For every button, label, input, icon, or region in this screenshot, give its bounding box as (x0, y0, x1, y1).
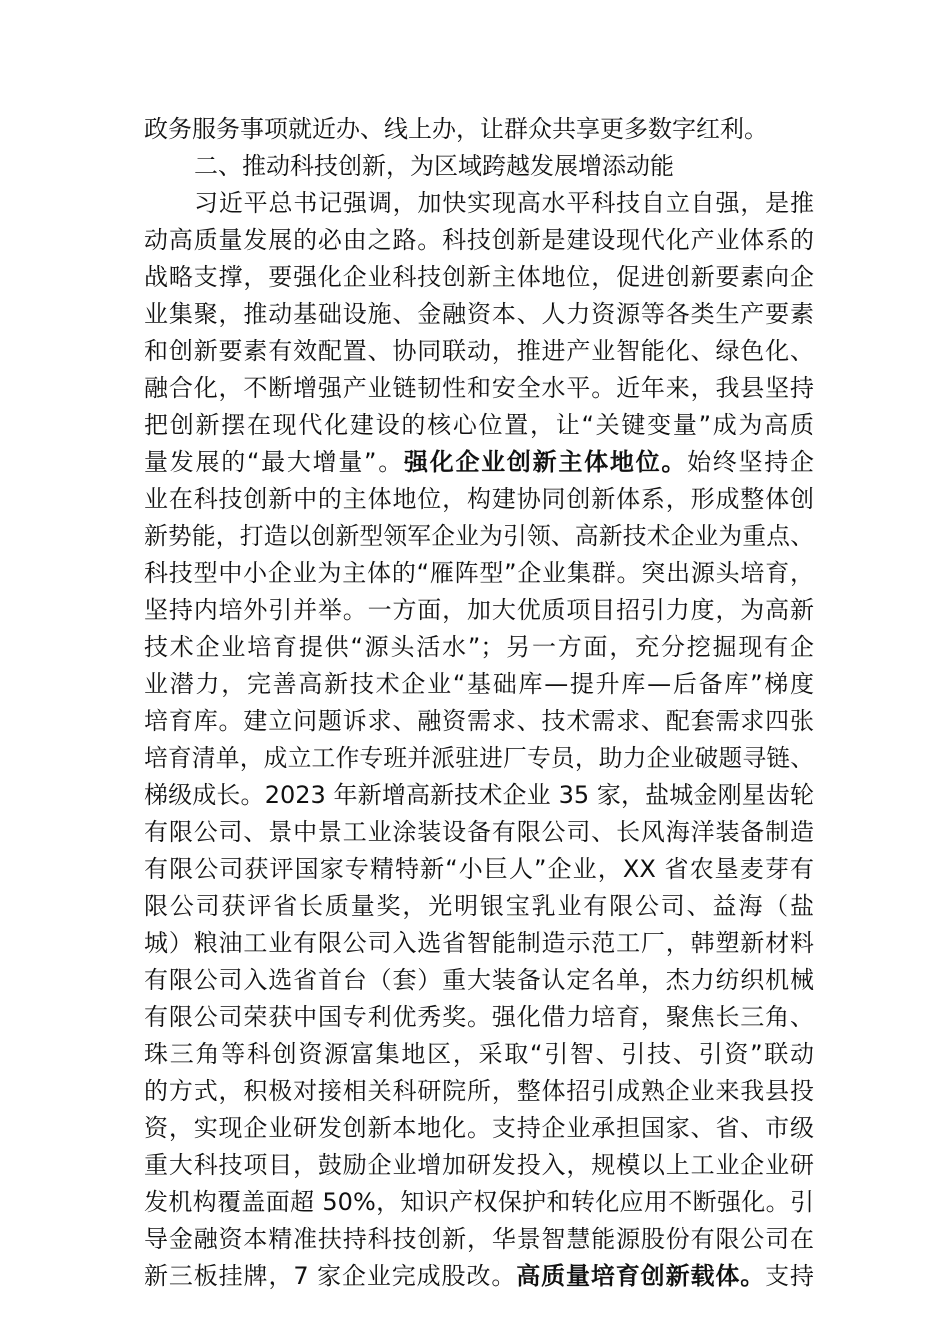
text-segment: 限公司获评省长质量奖，光明银宝乳业有限公司、益海（盐 (144, 892, 814, 920)
text-line (144, 888, 814, 925)
text-line (144, 925, 814, 962)
section-heading (144, 148, 814, 185)
text-line (144, 444, 814, 481)
text-line (144, 777, 814, 814)
text-segment: 量发展的“最大增量”。 (144, 448, 404, 476)
text-segment: 习近平总书记强调，加快实现高水平科技自立自强，是推 (194, 189, 814, 217)
text-segment: 和创新要素有效配置、协同联动，推进产业智能化、绿色化、 (144, 337, 814, 365)
text-line (144, 407, 814, 444)
text-segment: 的方式，积极对接相关科研院所，整体招引成熟企业来我县投 (144, 1077, 814, 1105)
text-line (144, 185, 814, 222)
text-segment: 培育清单，成立工作专班并派驻进厂专员，助力企业破题寻链、 (144, 744, 814, 772)
text-segment: 资，实现企业研发创新本地化。支持企业承担国家、省、市级 (144, 1114, 814, 1142)
text-segment: 业潜力，完善高新技术企业“基础库—提升库—后备库”梯度 (144, 670, 814, 698)
text-segment: 动高质量发展的必由之路。科技创新是建设现代化产业体系的 (144, 226, 814, 254)
text-segment: 业集聚，推动基础设施、金融资本、人力资源等各类生产要素 (144, 300, 814, 328)
text-line (144, 333, 814, 370)
text-segment: 新势能，打造以创新型领军企业为引领、高新技术企业为重点、 (144, 522, 814, 550)
text-segment: 珠三角等科创资源富集地区，采取“引智、引技、引资”联动 (144, 1040, 814, 1068)
text-segment: 业在科技创新中的主体地位，构建协同创新体系，形成整体创 (144, 485, 814, 513)
text-segment: 科技型中小企业为主体的“雁阵型”企业集群。突出源头培育， (144, 559, 814, 587)
text-line (144, 518, 814, 555)
text-line (144, 1036, 814, 1073)
text-segment: 导金融资本精准扶持科技创新，华景智慧能源股份有限公司在 (144, 1225, 814, 1253)
text-segment: 有限公司、景中景工业涂装设备有限公司、长风海洋装备制造 (144, 818, 814, 846)
text-segment: 政务服务事项就近办、线上办，让群众共享更多数字红利。 (144, 115, 768, 143)
text-segment: 重大科技项目，鼓励企业增加研发投入，规模以上工业企业研 (144, 1151, 814, 1179)
text-line (144, 296, 814, 333)
text-line (144, 1258, 814, 1295)
text-segment: 有限公司获评国家专精特新“小巨人”企业，XX 省农垦麦芽有 (144, 855, 814, 883)
text-line (144, 111, 814, 148)
text-segment: 新三板挂牌，7 家企业完成股改。 (144, 1262, 517, 1290)
text-line (144, 962, 814, 999)
text-segment: 二、推动科技创新，为区域跨越发展增添动能 (194, 152, 674, 180)
body-text (144, 111, 814, 1295)
text-line (144, 1184, 814, 1221)
text-segment: 有限公司入选省首台（套）重大装备认定名单，杰力纺织机械 (144, 966, 814, 994)
text-line (144, 666, 814, 703)
text-line (144, 629, 814, 666)
text-line (144, 481, 814, 518)
text-segment: 城）粮油工业有限公司入选省智能制造示范工厂，韩塑新材料 (144, 929, 814, 957)
text-line (144, 1110, 814, 1147)
text-segment: 技术企业培育提供“源头活水”；另一方面，充分挖掘现有企 (144, 633, 814, 661)
text-line (144, 222, 814, 259)
text-line (144, 1147, 814, 1184)
text-segment: 始终坚持企 (687, 448, 815, 476)
text-line (144, 259, 814, 296)
text-segment: 融合化，不断增强产业链韧性和安全水平。近年来，我县坚持 (144, 374, 814, 402)
text-line (144, 851, 814, 888)
bold-phrase: 强化企业创新主体地位。 (403, 448, 688, 476)
text-line (144, 703, 814, 740)
text-segment: 有限公司荣获中国专利优秀奖。强化借力培育，聚焦长三角、 (144, 1003, 814, 1031)
text-line (144, 555, 814, 592)
text-segment: 坚持内培外引并举。一方面，加大优质项目招引力度，为高新 (144, 596, 814, 624)
text-segment: 支持 (765, 1262, 815, 1290)
text-line (144, 1221, 814, 1258)
text-segment: 把创新摆在现代化建设的核心位置，让“关键变量”成为高质 (144, 411, 814, 439)
text-segment: 培育库。建立问题诉求、融资需求、技术需求、配套需求四张 (144, 707, 814, 735)
text-line (144, 999, 814, 1036)
text-segment: 发机构覆盖面超 50%，知识产权保护和转化应用不断强化。引 (144, 1188, 814, 1216)
text-line (144, 1073, 814, 1110)
text-line (144, 370, 814, 407)
text-line (144, 814, 814, 851)
text-line (144, 740, 814, 777)
text-segment: 战略支撑，要强化企业科技创新主体地位，促进创新要素向企 (144, 263, 814, 291)
text-segment: 梯级成长。2023 年新增高新技术企业 35 家，盐城金刚星齿轮 (144, 781, 814, 809)
text-line (144, 592, 814, 629)
bold-phrase: 高质量培育创新载体。 (516, 1262, 766, 1290)
